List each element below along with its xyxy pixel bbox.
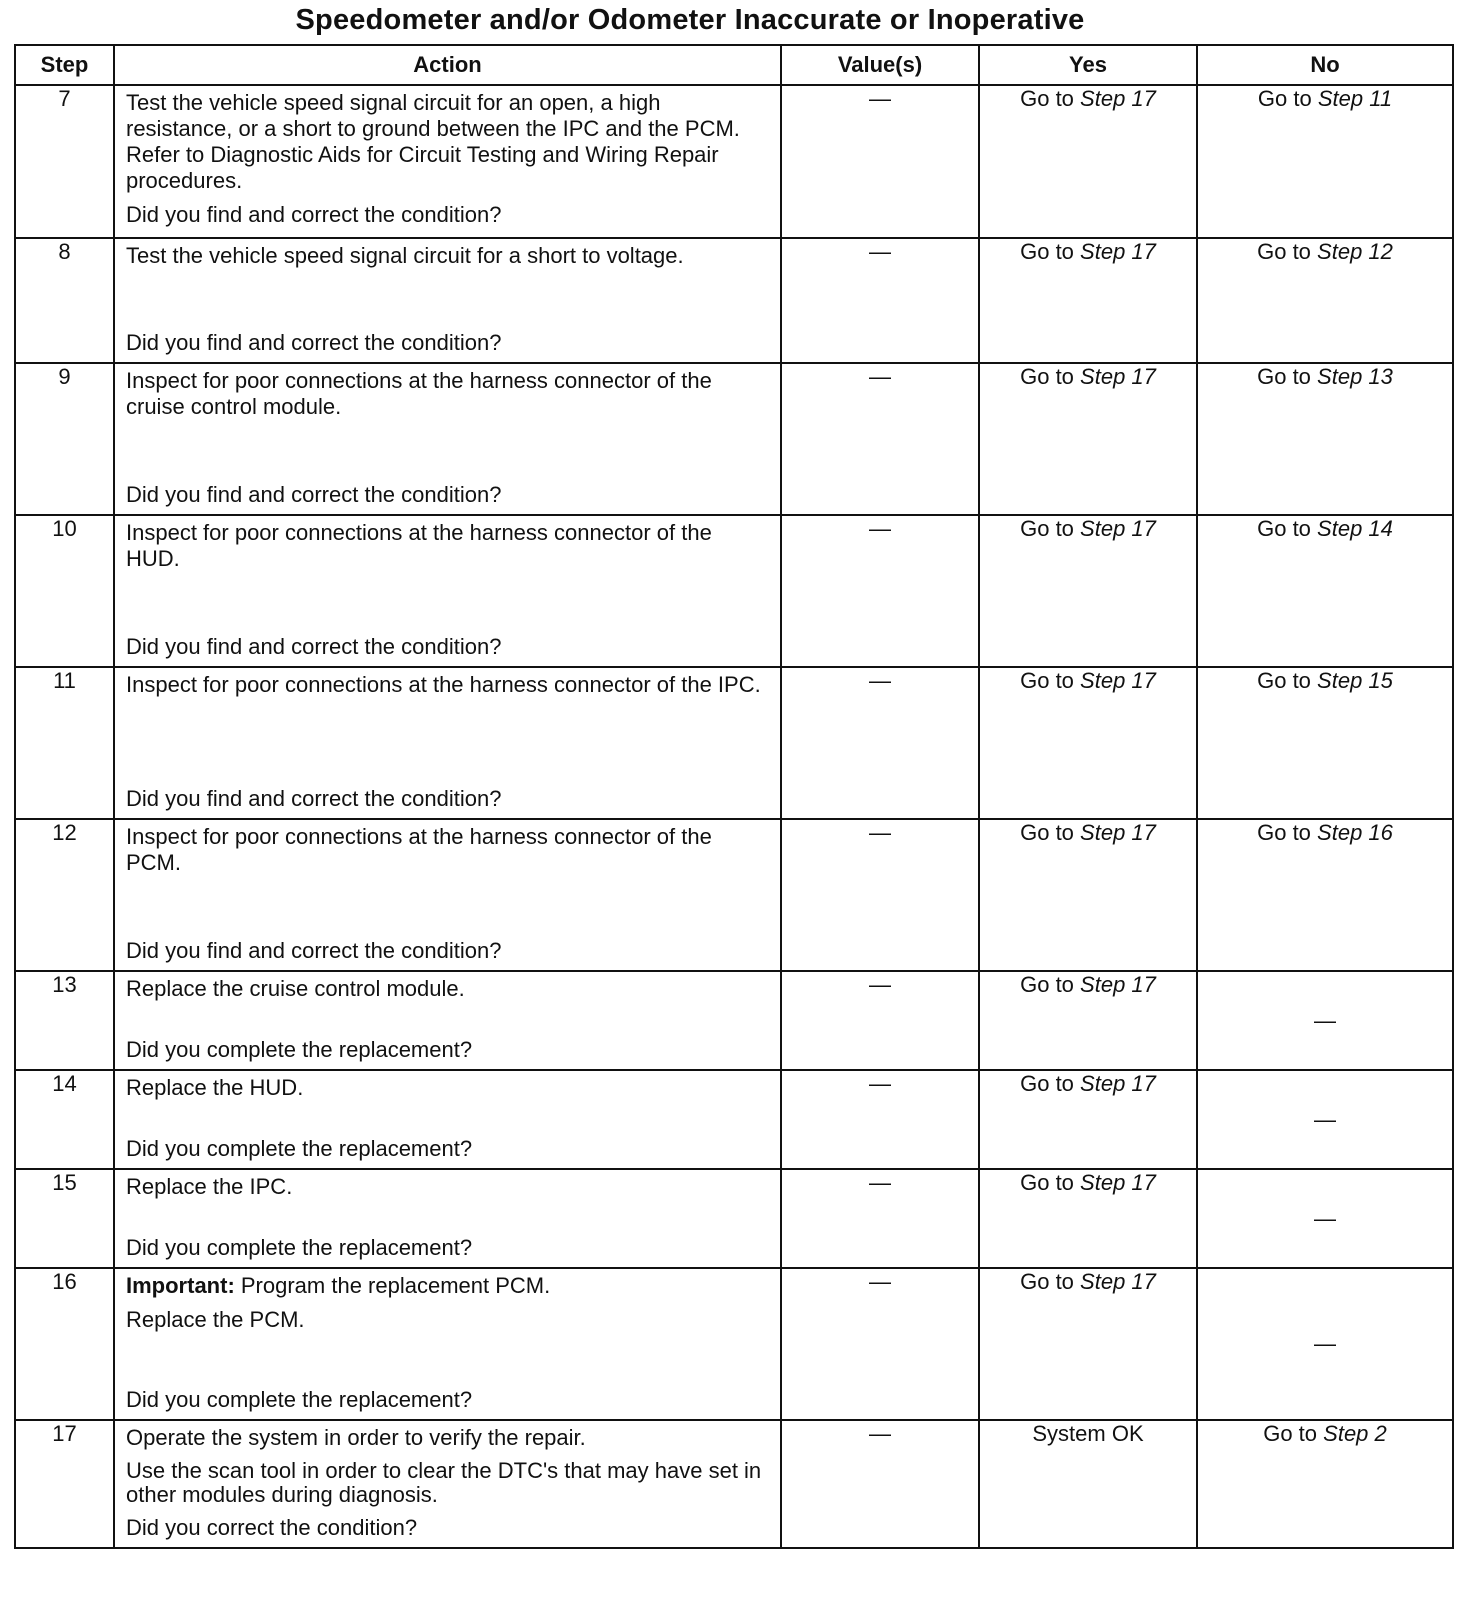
no-cell: —: [1197, 1169, 1453, 1268]
yes-cell: [979, 1268, 1197, 1420]
step-number: 13: [15, 971, 114, 1070]
step-reference: Step 17: [1080, 364, 1156, 389]
action-cell: [114, 1070, 781, 1169]
action-cell: [114, 515, 781, 667]
action-cell: [114, 819, 781, 971]
goto-prefix: Go to: [1257, 239, 1311, 264]
step-reference: Step 17: [1080, 1071, 1156, 1096]
goto-prefix: Go to: [1020, 1170, 1074, 1195]
action-question: Did you complete the replacement?: [126, 1235, 473, 1260]
action-question: Did you find and correct the condition?: [126, 786, 502, 811]
table-row: [15, 1169, 1453, 1268]
table-row: [15, 1420, 1453, 1548]
step-number: 10: [15, 515, 114, 667]
table-row: [15, 667, 1453, 819]
step-reference: Step 17: [1080, 86, 1156, 111]
table-row: [15, 971, 1453, 1070]
action-cell: [114, 238, 781, 363]
action-cell: [114, 971, 781, 1070]
step-number: 11: [15, 667, 114, 819]
yes-cell: [979, 1169, 1197, 1268]
action-question: Did you find and correct the condition?: [126, 202, 502, 227]
action-instruction: Replace the PCM.: [126, 1307, 305, 1332]
no-cell: [1197, 85, 1453, 238]
important-label: Important:: [126, 1273, 235, 1298]
yes-cell: [979, 667, 1197, 819]
table-row: [15, 819, 1453, 971]
action-question: Did you complete the replacement?: [126, 1387, 473, 1412]
step-number: 12: [15, 819, 114, 971]
no-cell: [1197, 515, 1453, 667]
value-cell: —: [781, 1169, 979, 1268]
diagnostic-table: [14, 44, 1454, 1549]
goto-prefix: Go to: [1257, 86, 1312, 111]
goto-prefix: Go to: [1020, 86, 1074, 111]
step-reference: Step 14: [1317, 516, 1393, 541]
yes-cell: [979, 819, 1197, 971]
table-row: [15, 1268, 1453, 1420]
value-cell: —: [781, 667, 979, 819]
action-cell: [114, 85, 781, 238]
goto-prefix: Go to: [1257, 820, 1311, 845]
action-instruction: Inspect for poor connections at the harness connector of the cruise control module.: [126, 368, 712, 419]
value-cell: —: [781, 85, 979, 238]
column-header-step: Step: [15, 45, 114, 85]
yes-cell: [979, 515, 1197, 667]
step-number: 16: [15, 1268, 114, 1420]
no-cell: [1197, 819, 1453, 971]
table-row: [15, 238, 1453, 363]
step-reference: Step 17: [1080, 668, 1156, 693]
table-row: [15, 85, 1453, 238]
table-header-row: [15, 45, 1453, 85]
step-number: 14: [15, 1070, 114, 1169]
step-reference: Step 11: [1317, 86, 1393, 111]
step-reference: Step 17: [1080, 516, 1156, 541]
step-reference: Step 17: [1080, 820, 1156, 845]
yes-cell: [979, 85, 1197, 238]
no-cell: —: [1197, 971, 1453, 1070]
action-question: Did you complete the replacement?: [126, 1037, 473, 1062]
action-cell: [114, 667, 781, 819]
goto-prefix: Go to: [1263, 1421, 1318, 1446]
table-row: [15, 1070, 1453, 1169]
action-cell: [114, 1420, 781, 1548]
step-reference: Step 13: [1317, 364, 1393, 389]
action-instruction: Inspect for poor connections at the harness connector of the PCM.: [126, 824, 712, 875]
step-reference: Step 2: [1323, 1421, 1387, 1446]
step-reference: Step 17: [1080, 1269, 1156, 1294]
no-cell: [1197, 238, 1453, 363]
step-reference: Step 16: [1317, 820, 1393, 845]
value-cell: —: [781, 238, 979, 363]
value-cell: —: [781, 1268, 979, 1420]
action-cell: [114, 363, 781, 515]
value-cell: —: [781, 819, 979, 971]
step-reference: Step 17: [1080, 1170, 1156, 1195]
action-instruction: Use the scan tool in order to clear the DTC's that may have set in other modules during diagnosis.: [126, 1458, 762, 1507]
action-instruction: Operate the system in order to verify the repair.: [126, 1425, 586, 1450]
goto-prefix: Go to: [1020, 364, 1074, 389]
goto-prefix: Go to: [1020, 239, 1074, 264]
step-reference: Step 17: [1080, 239, 1156, 264]
value-cell: —: [781, 515, 979, 667]
yes-cell: System OK: [979, 1420, 1197, 1548]
action-instruction: Replace the HUD.: [126, 1075, 304, 1100]
column-header-yes: Yes: [979, 45, 1197, 85]
column-header-action: Action: [114, 45, 781, 85]
no-cell: [1197, 363, 1453, 515]
table-row: [15, 363, 1453, 515]
table-row: [15, 515, 1453, 667]
value-cell: —: [781, 971, 979, 1070]
action-instruction: Inspect for poor connections at the harness connector of the HUD.: [126, 520, 712, 571]
yes-cell: [979, 1070, 1197, 1169]
page-title: Speedometer and/or Odometer Inaccurate or Inoperative: [295, 4, 1085, 36]
no-cell: —: [1197, 1070, 1453, 1169]
goto-prefix: Go to: [1257, 364, 1311, 389]
no-cell: [1197, 1420, 1453, 1548]
step-number: 7: [15, 85, 114, 238]
goto-prefix: Go to: [1020, 1269, 1074, 1294]
yes-cell: [979, 971, 1197, 1070]
important-text: Program the replacement PCM.: [234, 1273, 551, 1298]
action-instruction: Replace the IPC.: [126, 1174, 293, 1199]
action-instruction: Inspect for poor connections at the harness connector of the IPC.: [126, 672, 761, 697]
no-cell: —: [1197, 1268, 1453, 1420]
action-question: Did you find and correct the condition?: [126, 634, 502, 659]
action-question: Did you find and correct the condition?: [126, 482, 502, 507]
goto-prefix: Go to: [1020, 668, 1074, 693]
action-question: Did you complete the replacement?: [126, 1136, 473, 1161]
no-cell: [1197, 667, 1453, 819]
column-header-values: Value(s): [781, 45, 979, 85]
goto-prefix: Go to: [1257, 516, 1311, 541]
action-question: Did you find and correct the condition?: [126, 938, 502, 963]
action-instruction: Replace the cruise control module.: [126, 976, 465, 1001]
goto-prefix: Go to: [1020, 972, 1074, 997]
step-number: 9: [15, 363, 114, 515]
yes-cell: [979, 363, 1197, 515]
step-number: 15: [15, 1169, 114, 1268]
value-cell: —: [781, 1420, 979, 1548]
action-question: Did you find and correct the condition?: [126, 330, 502, 355]
value-cell: —: [781, 363, 979, 515]
action-question: Did you correct the condition?: [126, 1515, 418, 1540]
step-reference: Step 15: [1317, 668, 1393, 693]
action-instruction: Test the vehicle speed signal circuit for an open, a high resistance, or a short to ground between the IPC and the PCM. Refer to Diagnostic Aids for Circuit Testing and Wiring Repair procedures.: [126, 90, 740, 193]
step-reference: Step 17: [1080, 972, 1156, 997]
action-cell: [114, 1268, 781, 1420]
goto-prefix: Go to: [1020, 1071, 1074, 1096]
step-number: 8: [15, 238, 114, 363]
important-note: [126, 1273, 770, 1299]
step-number: 17: [15, 1420, 114, 1548]
goto-prefix: Go to: [1020, 516, 1074, 541]
action-instruction: Test the vehicle speed signal circuit for a short to voltage.: [126, 243, 684, 268]
goto-prefix: Go to: [1020, 820, 1074, 845]
step-reference: Step 12: [1317, 239, 1393, 264]
column-header-no: No: [1197, 45, 1453, 85]
action-cell: [114, 1169, 781, 1268]
yes-cell: [979, 238, 1197, 363]
value-cell: —: [781, 1070, 979, 1169]
goto-prefix: Go to: [1257, 668, 1311, 693]
